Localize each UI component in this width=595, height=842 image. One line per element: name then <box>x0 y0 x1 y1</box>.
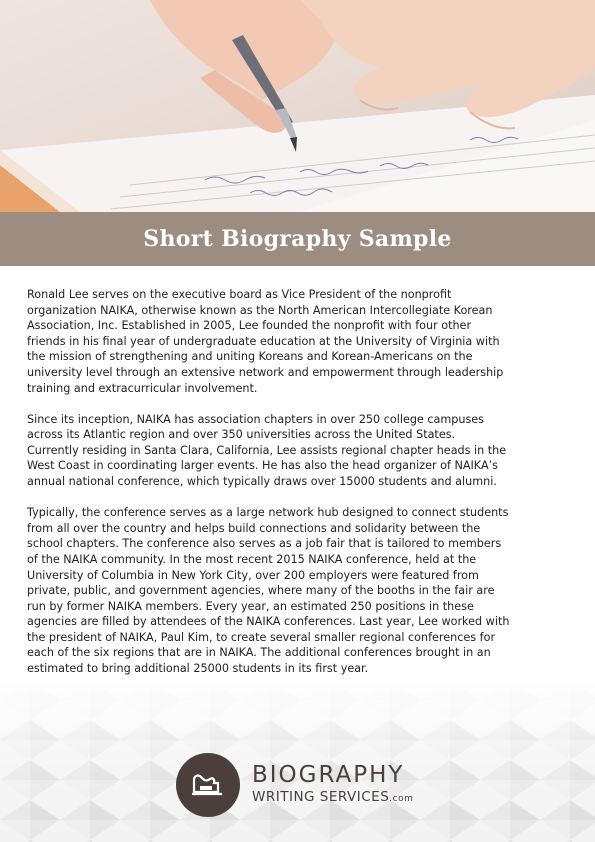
hero-photo <box>0 0 595 212</box>
biography-writing-services-logo <box>176 753 413 817</box>
page-title: Short Biography Sample <box>143 226 452 252</box>
title-band <box>0 212 595 266</box>
logo-tagline <box>252 788 413 808</box>
logo-tagline-text: WRITING SERVICES <box>252 789 390 805</box>
pen-writing-icon <box>176 753 240 817</box>
paragraph: Typically, the conference serves as a large network hub designed to connect students from all over the country and helps build connections and solidarity between the school chapters. The conference also serves as a job fair that is tailored to members of the NAIKA community. In the most recent 2015 NAIKA conference, held at the University of Columbia in New York City, over 200 employers were featured from private, public, and government agencies, where many of the booths in the fair are run by former NAIKA members. Every year, an estimated 250 positions in these agencies are filled by attendees of the NAIKA conferences. Last year, Lee worked with the president of NAIKA, Paul Kim, to create several smaller regional conferences for each of the six regions that are in NAIKA. The additional conferences brought in an estimated to bring additional 25000 students in its first year. <box>27 506 510 676</box>
paragraph: Since its inception, NAIKA has association chapters in over 250 college campuses across its Atlantic region and over 350 universities across the United States. Currently residing in Santa Clara, California, Lee assists regional chapter heads in the West Coast in coordinating larger events. He has also the head organizer of NAIKA’s annual national conference, which typically draws over 15000 students and alumni. <box>27 412 507 489</box>
logo-domain-suffix: .com <box>389 794 414 804</box>
hand-writing-illustration <box>0 0 595 212</box>
logo-wordmark: BIOGRAPHY <box>252 762 405 788</box>
paragraph: Ronald Lee serves on the executive board as Vice President of the nonprofit organization NAIKA, otherwise known as the North American Intercollegiate Korean Association, Inc. Established in 2005, Lee founded the nonprofit with four other friends in his final year of undergraduate education at the University of Virginia with the mission of strengthening and uniting Koreans and Korean-Americans on the university level through an extensive network and empowerment through leadership training and extracurricular involvement. <box>27 288 504 395</box>
